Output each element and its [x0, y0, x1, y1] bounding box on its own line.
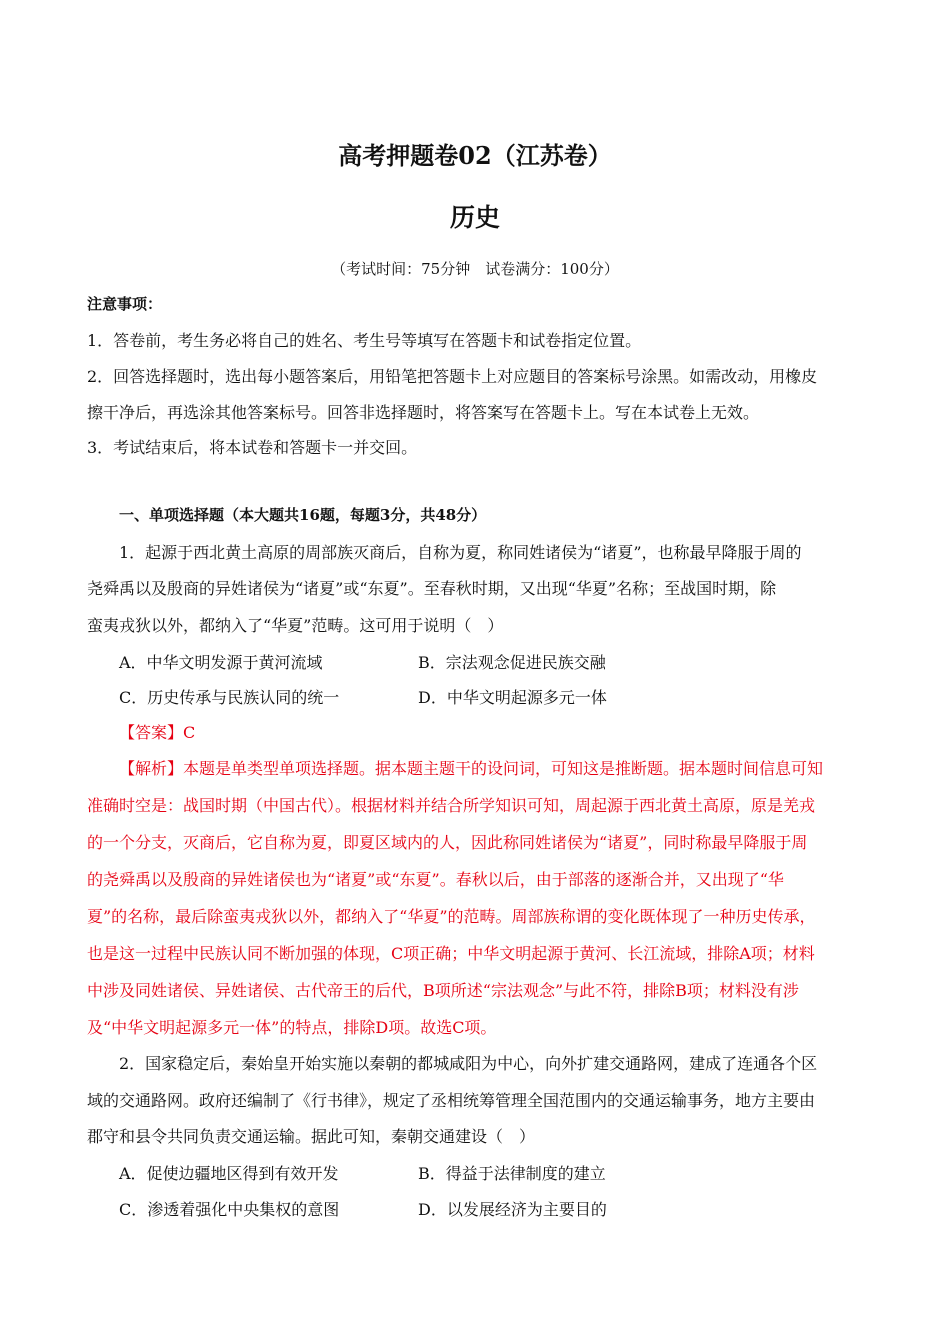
q1-option-c: C．历史传承与民族认同的统一	[119, 688, 340, 707]
q1-analysis-line: 的一个分支，灭商后，它自称为夏，即夏区域内的人，因此称同姓诸侯为“诸夏”，同时称最早降服于周	[87, 833, 808, 852]
q1-analysis-line: 夏”的名称，最后除蛮夷戎狄以外，都纳入了“华夏”的范畴。周部族称谓的变化既体现了一种历史传承，	[87, 907, 816, 926]
notes-heading: 注意事项：	[87, 295, 163, 313]
q1-analysis-line: 【解析】本题是单类型单项选择题。据本题主题干的设问词，可知这是推断题。据本题时间信息可知	[119, 759, 824, 778]
q2-stem-line: 域的交通路网。政府还编制了《行书律》，规定了丞相统筹管理全国范围内的交通运输事务，地方主要由	[87, 1091, 816, 1110]
notes-line: 3．考试结束后，将本试卷和答题卡一并交回。	[87, 438, 418, 457]
q1-analysis-line: 准确时空是：战国时期（中国古代）。根据材料并结合所学知识可知，周起源于西北黄土高原，原是羌戎	[87, 796, 816, 815]
q1-stem-line: 1．起源于西北黄土高原的周部族灭商后，自称为夏，称同姓诸侯为“诸夏”，也称最早降服于周的	[119, 543, 802, 562]
q1-option-b: B．宗法观念促进民族交融	[418, 653, 606, 672]
q2-option-d: D．以发展经济为主要目的	[418, 1200, 607, 1219]
q2-option-c: C．渗透着强化中央集权的意图	[119, 1200, 340, 1219]
q1-analysis-line: 及“中华文明起源多元一体”的特点，排除D项。故选C项。	[87, 1018, 497, 1037]
q2-stem-line: 2．国家稳定后，秦始皇开始实施以秦朝的都城咸阳为中心，向外扩建交通路网，建成了连通各个区	[119, 1054, 818, 1073]
q1-option-d: D．中华文明起源多元一体	[418, 688, 607, 707]
q2-option-a: A．促使边疆地区得到有效开发	[119, 1164, 339, 1183]
exam-info: （考试时间：75分钟 试卷满分：100分）	[331, 260, 619, 278]
notes-line: 2．回答选择题时，选出每小题答案后，用铅笔把答题卡上对应题目的答案标号涂黑。如需改动，用橡皮	[87, 367, 818, 386]
q1-answer: 【答案】C	[119, 723, 196, 742]
q2-stem-line: 郡守和县令共同负责交通运输。据此可知，秦朝交通建设（ ）	[87, 1127, 536, 1146]
q1-stem-line: 尧舜禹以及殷商的异姓诸侯为“诸夏”或“东夏”。至春秋时期，又出现“华夏”名称；至战国时期，除	[87, 579, 777, 598]
q2-option-b: B．得益于法律制度的建立	[418, 1164, 606, 1183]
q1-stem-line: 蛮夷戎狄以外，都纳入了“华夏”范畴。这可用于说明（ ）	[87, 616, 504, 635]
q1-analysis-line: 的尧舜禹以及殷商的异姓诸侯也为“诸夏”或“东夏”。春秋以后，由于部落的逐渐合并，又出现了“华	[87, 870, 784, 889]
notes-line: 擦干净后，再选涂其他答案标号。回答非选择题时，将答案写在答题卡上。写在本试卷上无效。	[87, 403, 760, 422]
q1-option-a: A．中华文明发源于黄河流域	[119, 653, 323, 672]
notes-line: 1．答卷前，考生务必将自己的姓名、考生号等填写在答题卡和试卷指定位置。	[87, 331, 642, 350]
section-heading: 一、单项选择题（本大题共16题，每题3分，共48分）	[119, 506, 487, 524]
exam-title: 高考押题卷02（江苏卷）	[338, 141, 612, 170]
q1-analysis-line: 中涉及同姓诸侯、异姓诸侯、古代帝王的后代，B项所述“宗法观念”与此不符，排除B项；材料没有涉	[87, 981, 799, 1000]
q1-analysis-line: 也是这一过程中民族认同不断加强的体现，C项正确；中华文明起源于黄河、长江流域，排除A项；材料	[87, 944, 815, 963]
subject-title: 历史	[449, 203, 500, 232]
